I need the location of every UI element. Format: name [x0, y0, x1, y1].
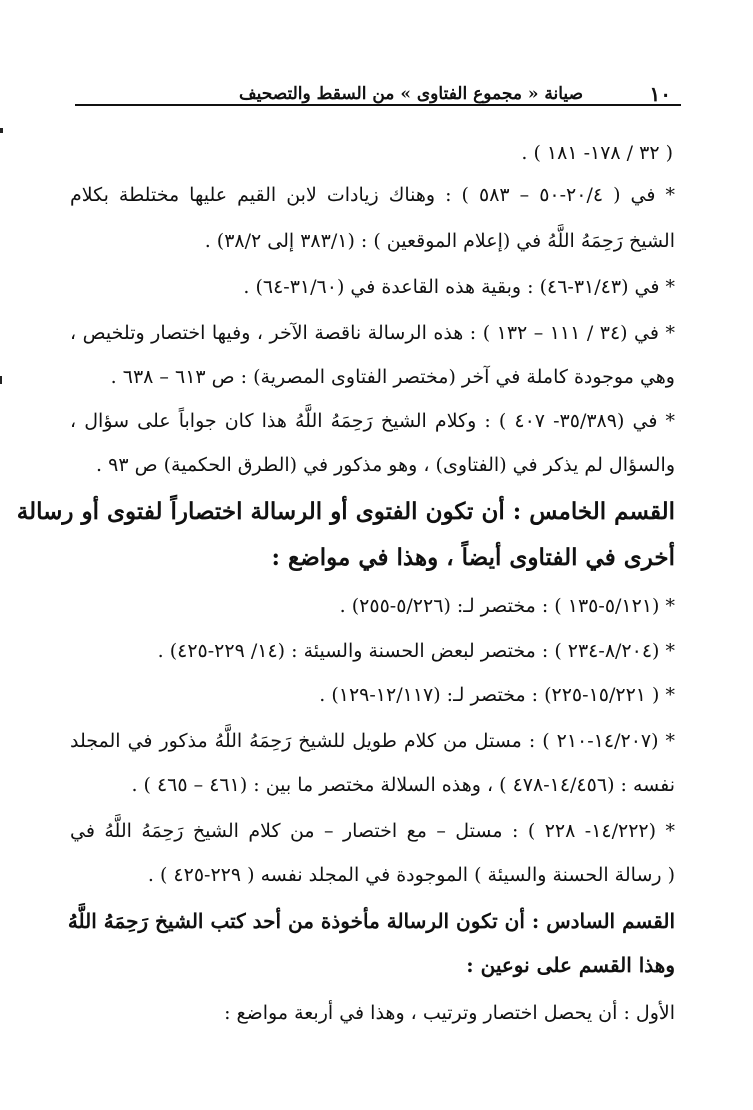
- running-header: [75, 82, 671, 104]
- margin-mark: [0, 128, 3, 133]
- section-heading: القسم السادس : أن تكون الرسالة مأخوذة من أحد كتب الشيخ رَحِمَهُ اللَّهُ: [67, 909, 675, 933]
- section-heading: أخرى في الفتاوى أيضاً ، وهذا في مواضع :: [271, 544, 675, 571]
- margin-mark: [0, 376, 2, 384]
- bullet-line: * في ( ٢٠/٤‏-٥٠ – ٥٨٣ ) : وهناك زيادات لابن القيم عليها مختلطة بكلام: [70, 184, 675, 206]
- bullet-line: * (٨/٢٠٤-٢٣٤ ) : مختصر لبعض الحسنة والسيئة : (١٤/ ٢٢٩-٤٢٥) .: [157, 640, 675, 662]
- bullet-line: * (١٤/٢٢٢- ٢٢٨ ) : مستل – مع اختصار – من كلام الشيخ رَحِمَهُ اللَّهُ في: [70, 820, 675, 842]
- bullet-line: * في (٣٥/٣٨٩- ٤٠٧ ) : وكلام الشيخ رَحِمَهُ اللَّهُ هذا كان جواباً على سؤال ،: [70, 410, 675, 432]
- text-line: ( ٣٢ / ١٧٨- ١٨١ ) .: [521, 142, 673, 164]
- text-line: نفسه : (١٤/٤٥٦-٤٧٨ ) ، وهذه السلالة مختصر ما بين : (٤٦١ – ٤٦٥ ) .: [131, 774, 675, 796]
- text-line: وهي موجودة كاملة في آخر (مختصر الفتاوى المصرية) : ص ٦١٣ – ٦٣٨ .: [110, 366, 675, 388]
- section-heading: القسم الخامس : أن تكون الفتوى أو الرسالة اختصاراً لفتوى أو رسالة: [16, 498, 675, 525]
- text-line: ( رسالة الحسنة والسيئة ) الموجودة في المجلد نفسه ( ٢٢٩-٤٢٥ ) .: [147, 864, 675, 886]
- bullet-line: * (١٤/٢٠٧-٢١٠ ) : مستل من كلام طويل للشيخ رَحِمَهُ اللَّهُ مذكور في المجلد: [70, 730, 676, 752]
- bullet-line: * في (٣٤ / ١١١ – ١٣٢ ) : هذه الرسالة ناقصة الآخر ، وفيها اختصار وتلخيص ،: [70, 322, 675, 344]
- header-title: صيانة « مجموع الفتاوى » من السقط والتصحيف: [239, 84, 583, 104]
- text-line: الأول : أن يحصل اختصار وترتيب ، وهذا في أربعة مواضع :: [224, 1002, 675, 1024]
- bullet-line: * (٥/١٢١-١٣٥ ) : مختصر لـ: (٥/٢٢٦-٢٥٥) .: [339, 595, 675, 617]
- page-number: ١٠: [649, 82, 671, 106]
- text-line: الشيخ رَحِمَهُ اللَّهُ في (إعلام الموقعين ) : (٣٨٣/١ إلى ٣٨/٢) .: [204, 230, 675, 252]
- header-rule: [75, 104, 681, 106]
- bullet-line: * ( ١٥/٢٢١-٢٢٥) : مختصر لـ: (١٢/١١٧-١٢٩) .: [319, 684, 675, 706]
- section-heading: وهذا القسم على نوعين :: [466, 953, 675, 977]
- text-line: والسؤال لم يذكر في (الفتاوى) ، وهو مذكور في (الطرق الحكمية) ص ٩٣ .: [96, 454, 675, 476]
- bullet-line: * في (٣١/٤٣-٤٦) : وبقية هذه القاعدة في (٣١/٦٠-٦٤) .: [243, 276, 675, 298]
